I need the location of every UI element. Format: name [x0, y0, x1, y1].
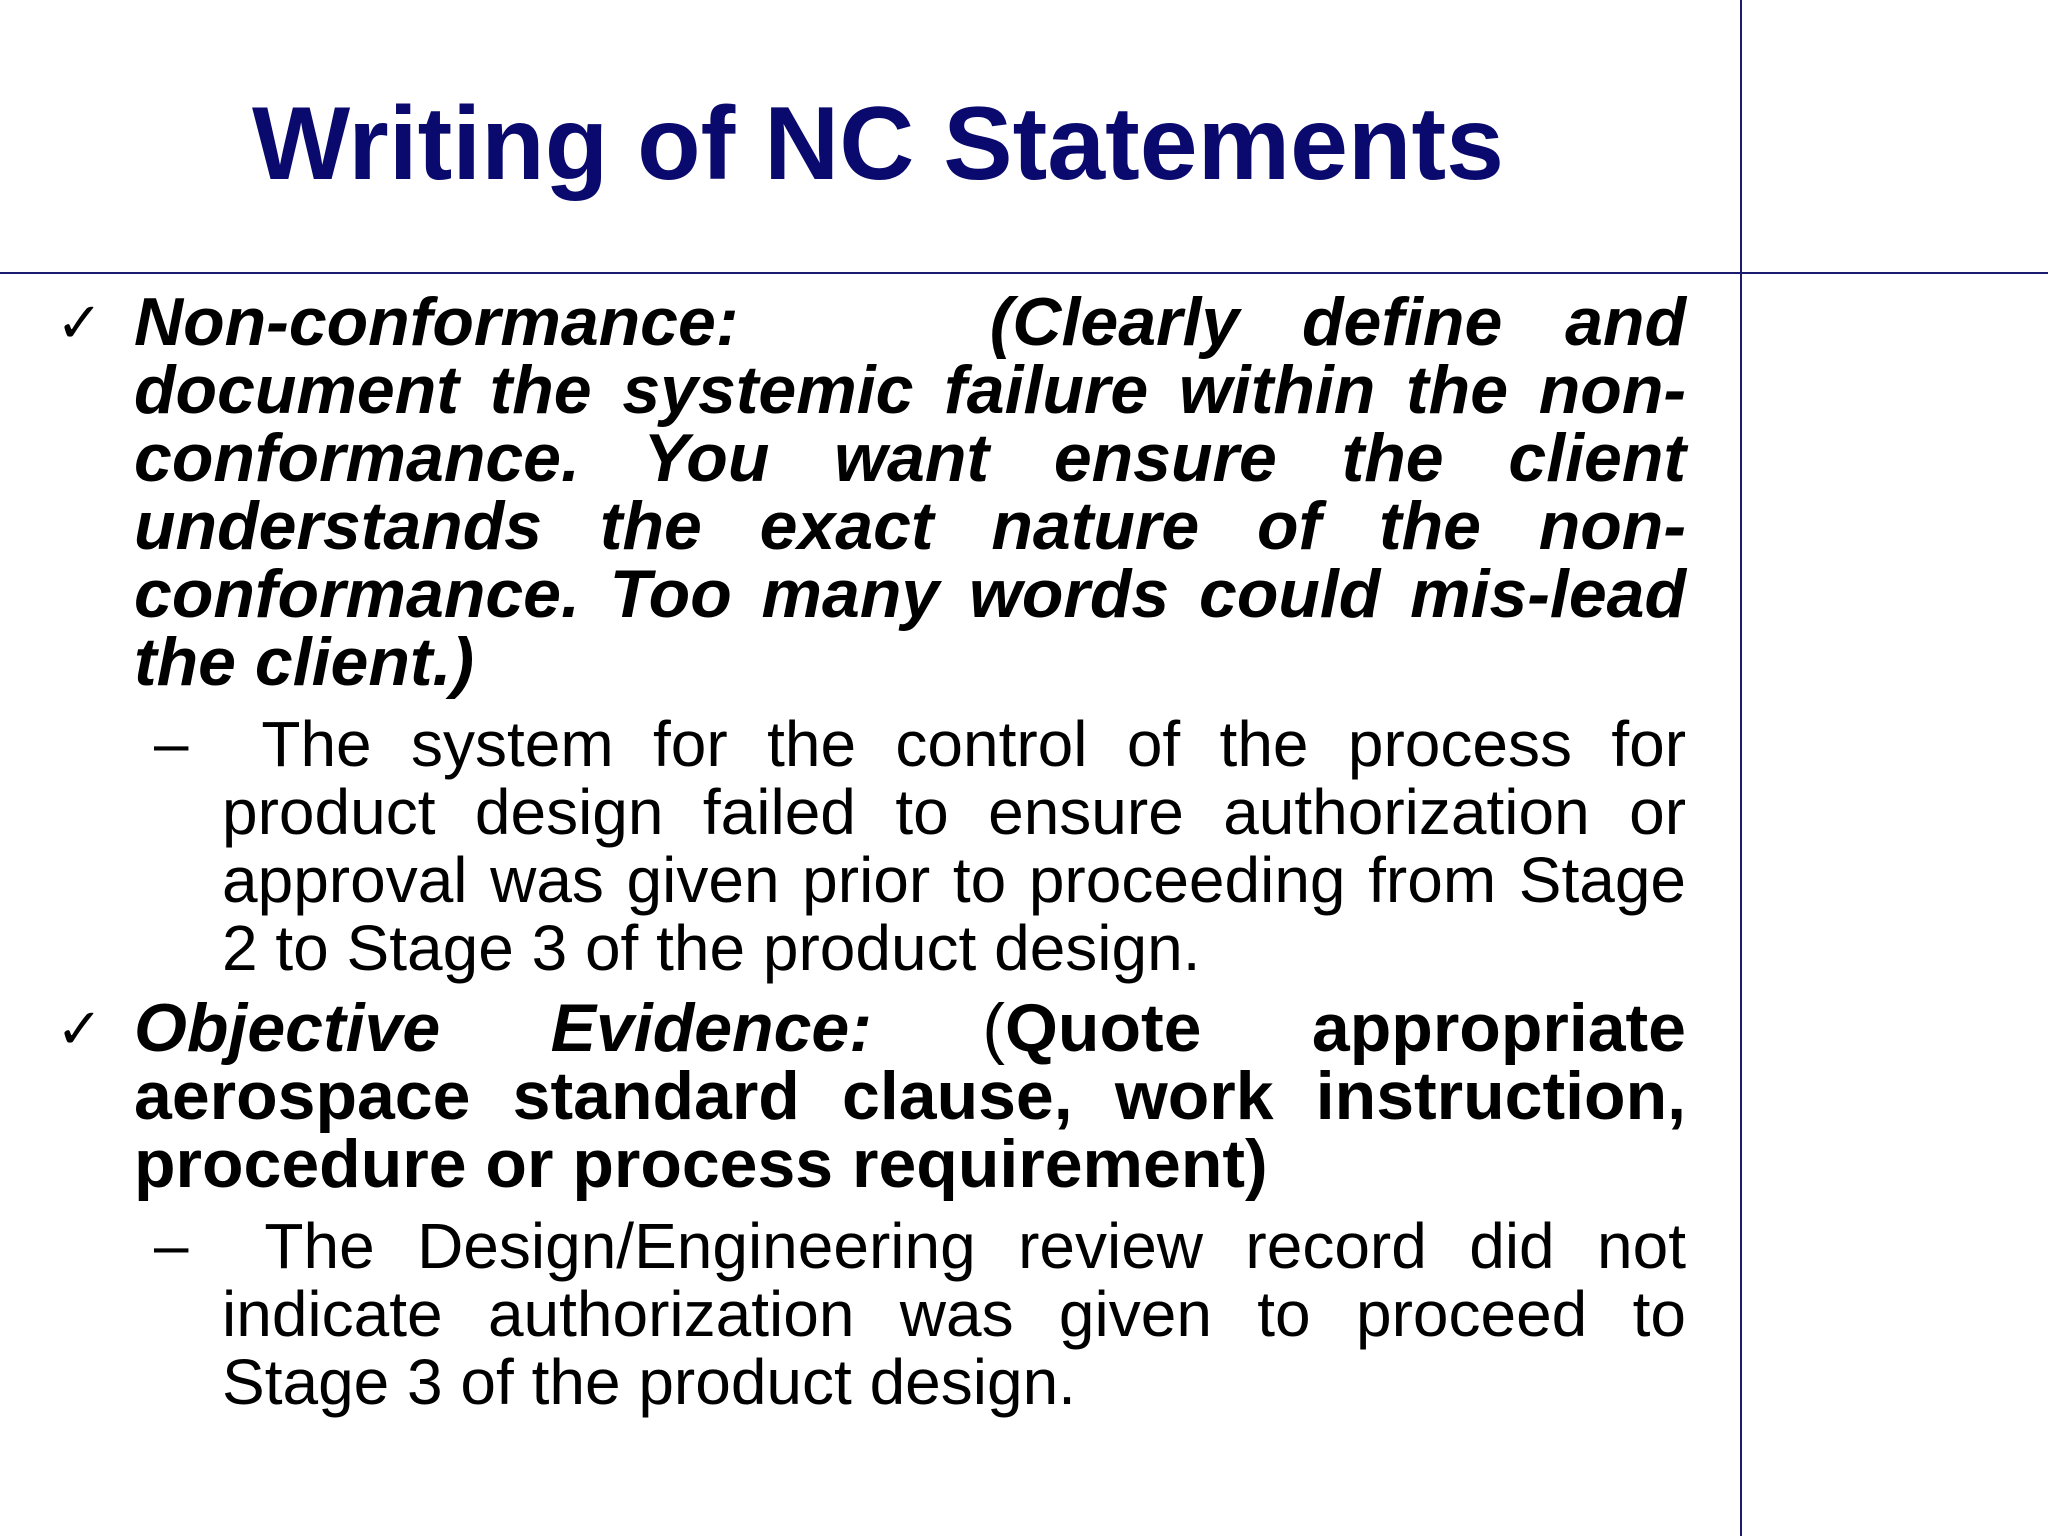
sub-item-non-conformance-example [56, 708, 1704, 984]
checkmark-icon: ✓ [56, 291, 103, 356]
bullet-description: Quote appropriate aerospace standard clause, work instruction, procedure or process requirement) [134, 990, 1687, 1202]
bullet-description: (Clearly define and document the systemic failure within the non-conformance. You want ensure the client understands the exact nature of the non-conformance. Too many words could mis-lead the client.) [134, 284, 1686, 700]
sub-item-text: The system for the control of the process for product design failed to ensure authorization or approval was given prior to proceeding from Stage 2 to Stage 3 of the product design. [222, 708, 1704, 984]
bullet-label: Non-conformance: [134, 284, 739, 360]
bullet-text [134, 284, 1686, 700]
slide-content [56, 284, 1704, 1418]
slide-title: Writing of NC Statements [252, 86, 1504, 202]
horizontal-rule [0, 272, 2048, 274]
vertical-rule [1740, 0, 1742, 1536]
sub-item-objective-evidence-example [56, 1210, 1704, 1418]
sub-item-text: The Design/Engineering review record did not indicate authorization was given to proceed to Stage 3 of the product design. [222, 1210, 1704, 1418]
bullet-paren: ( [871, 990, 1006, 1066]
bullet-label: Objective Evidence: [134, 990, 872, 1066]
dash-marker: – [154, 709, 189, 778]
bullet-non-conformance [56, 284, 1686, 700]
bullet-text [134, 990, 1687, 1202]
bullet-objective-evidence [56, 990, 1687, 1202]
bullet-spacer [738, 284, 989, 360]
checkmark-icon: ✓ [56, 997, 103, 1062]
dash-marker: – [154, 1211, 189, 1280]
